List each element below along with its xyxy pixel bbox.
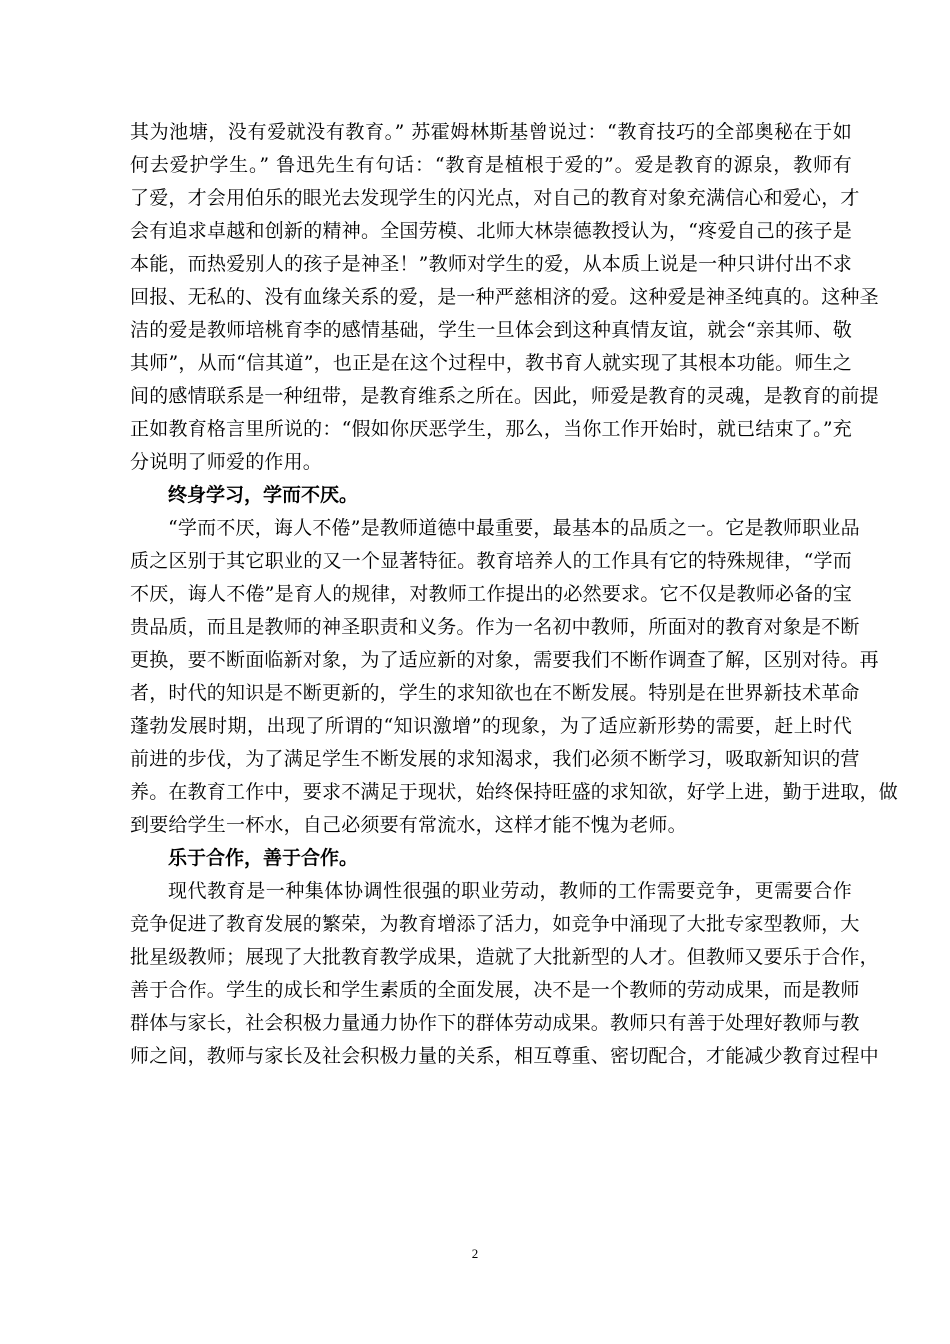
text-line: 者，时代的知识是不断更新的，学生的求知欲也在不断发展。特别是在世界新技术革命 <box>130 682 860 704</box>
text-line: 到要给学生一杯水，自己必须要有常流水，这样才能不愧为老师。 <box>130 814 687 836</box>
paragraph-1 <box>130 116 879 479</box>
text-line: 批星级教师；展现了大批教育教学成果，造就了大批新型的人才。但教师又要乐于合作， <box>130 946 879 968</box>
text-line: 本能，而热爱别人的孩子是神圣！”教师对学生的爱，从本质上说是一种只讲付出不求 <box>130 253 852 275</box>
text-line: 蓬勃发展时期，出现了所谓的“知识激增”的现象，为了适应新形势的需要，赶上时代 <box>130 715 852 737</box>
text-line: 现代教育是一种集体协调性很强的职业劳动，教师的工作需要竞争，更需要合作 <box>168 880 852 902</box>
text-line: 前进的步伐，为了满足学生不断发展的求知渴求，我们必须不断学习，吸取新知识的营 <box>130 748 860 770</box>
text-line: 善于合作。学生的成长和学生素质的全面发展，决不是一个教师的劳动成果，而是教师 <box>130 979 860 1001</box>
text-line: 质之区别于其它职业的又一个显著特征。教育培养人的工作具有它的特殊规律，“学而 <box>130 550 852 572</box>
text-line: 师之间，教师与家长及社会积极力量的关系，相互尊重、密切配合，才能减少教育过程中 <box>130 1045 879 1067</box>
text-line: 贵品质，而且是教师的神圣职责和义务。作为一名初中教师，所面对的教育对象是不断 <box>130 616 860 638</box>
paragraph-2 <box>130 512 899 842</box>
text-line: 分说明了师爱的作用。 <box>130 451 323 473</box>
text-line: 洁的爱是教师培桃育李的感情基础，学生一旦体会到这种真情友谊，就会“亲其师、敬 <box>130 319 852 341</box>
text-line: 正如教育格言里所说的：“假如你厌恶学生，那么，当你工作开始时，就已结束了。”充 <box>130 418 852 440</box>
section-heading-lifelong-learning: 终身学习，学而不厌。 <box>168 484 359 506</box>
section-heading-cooperation: 乐于合作，善于合作。 <box>168 847 359 869</box>
text-line: 何去爱护学生。” 鲁迅先生有句话：“教育是植根于爱的”。爱是教育的源泉，教师有 <box>130 154 852 176</box>
document-body <box>130 116 899 1073</box>
paragraph-3 <box>130 875 879 1073</box>
text-line: 间的感情联系是一种纽带，是教育维系之所在。因此，师爱是教育的灵魂，是教育的前提 <box>130 385 879 407</box>
text-line: “学而不厌，诲人不倦”是教师道德中最重要，最基本的品质之一。它是教师职业品 <box>168 517 860 539</box>
text-line: 竞争促进了教育发展的繁荣，为教育增添了活力，如竞争中涌现了大批专家型教师，大 <box>130 913 860 935</box>
text-line: 回报、无私的、没有血缘关系的爱，是一种严慈相济的爱。这种爱是神圣纯真的。这种圣 <box>130 286 879 308</box>
text-line: 会有追求卓越和创新的精神。全国劳模、北师大林崇德教授认为，“疼爱自己的孩子是 <box>130 220 852 242</box>
text-line: 群体与家长，社会积极力量通力协作下的群体劳动成果。教师只有善于处理好教师与教 <box>130 1012 860 1034</box>
page-number: 2 <box>471 1246 479 1261</box>
text-line: 更换，要不断面临新对象，为了适应新的对象，需要我们不断作调查了解，区别对待。再 <box>130 649 879 671</box>
text-line: 了爱，才会用伯乐的眼光去发现学生的闪光点，对自己的教育对象充满信心和爱心，才 <box>130 187 860 209</box>
text-line: 养。在教育工作中，要求不满足于现状，始终保持旺盛的求知欲，好学上进，勤于进取，做 <box>130 781 899 803</box>
text-line: 其为池塘，没有爱就没有教育。” 苏霍姆林斯基曾说过：“教育技巧的全部奥秘在于如 <box>130 121 852 143</box>
text-line: 不厌，诲人不倦”是育人的规律，对教师工作提出的必然要求。它不仅是教师必备的宝 <box>130 583 852 605</box>
text-line: 其师”，从而“信其道”，也正是在这个过程中，教书育人就实现了其根本功能。师生之 <box>130 352 852 374</box>
